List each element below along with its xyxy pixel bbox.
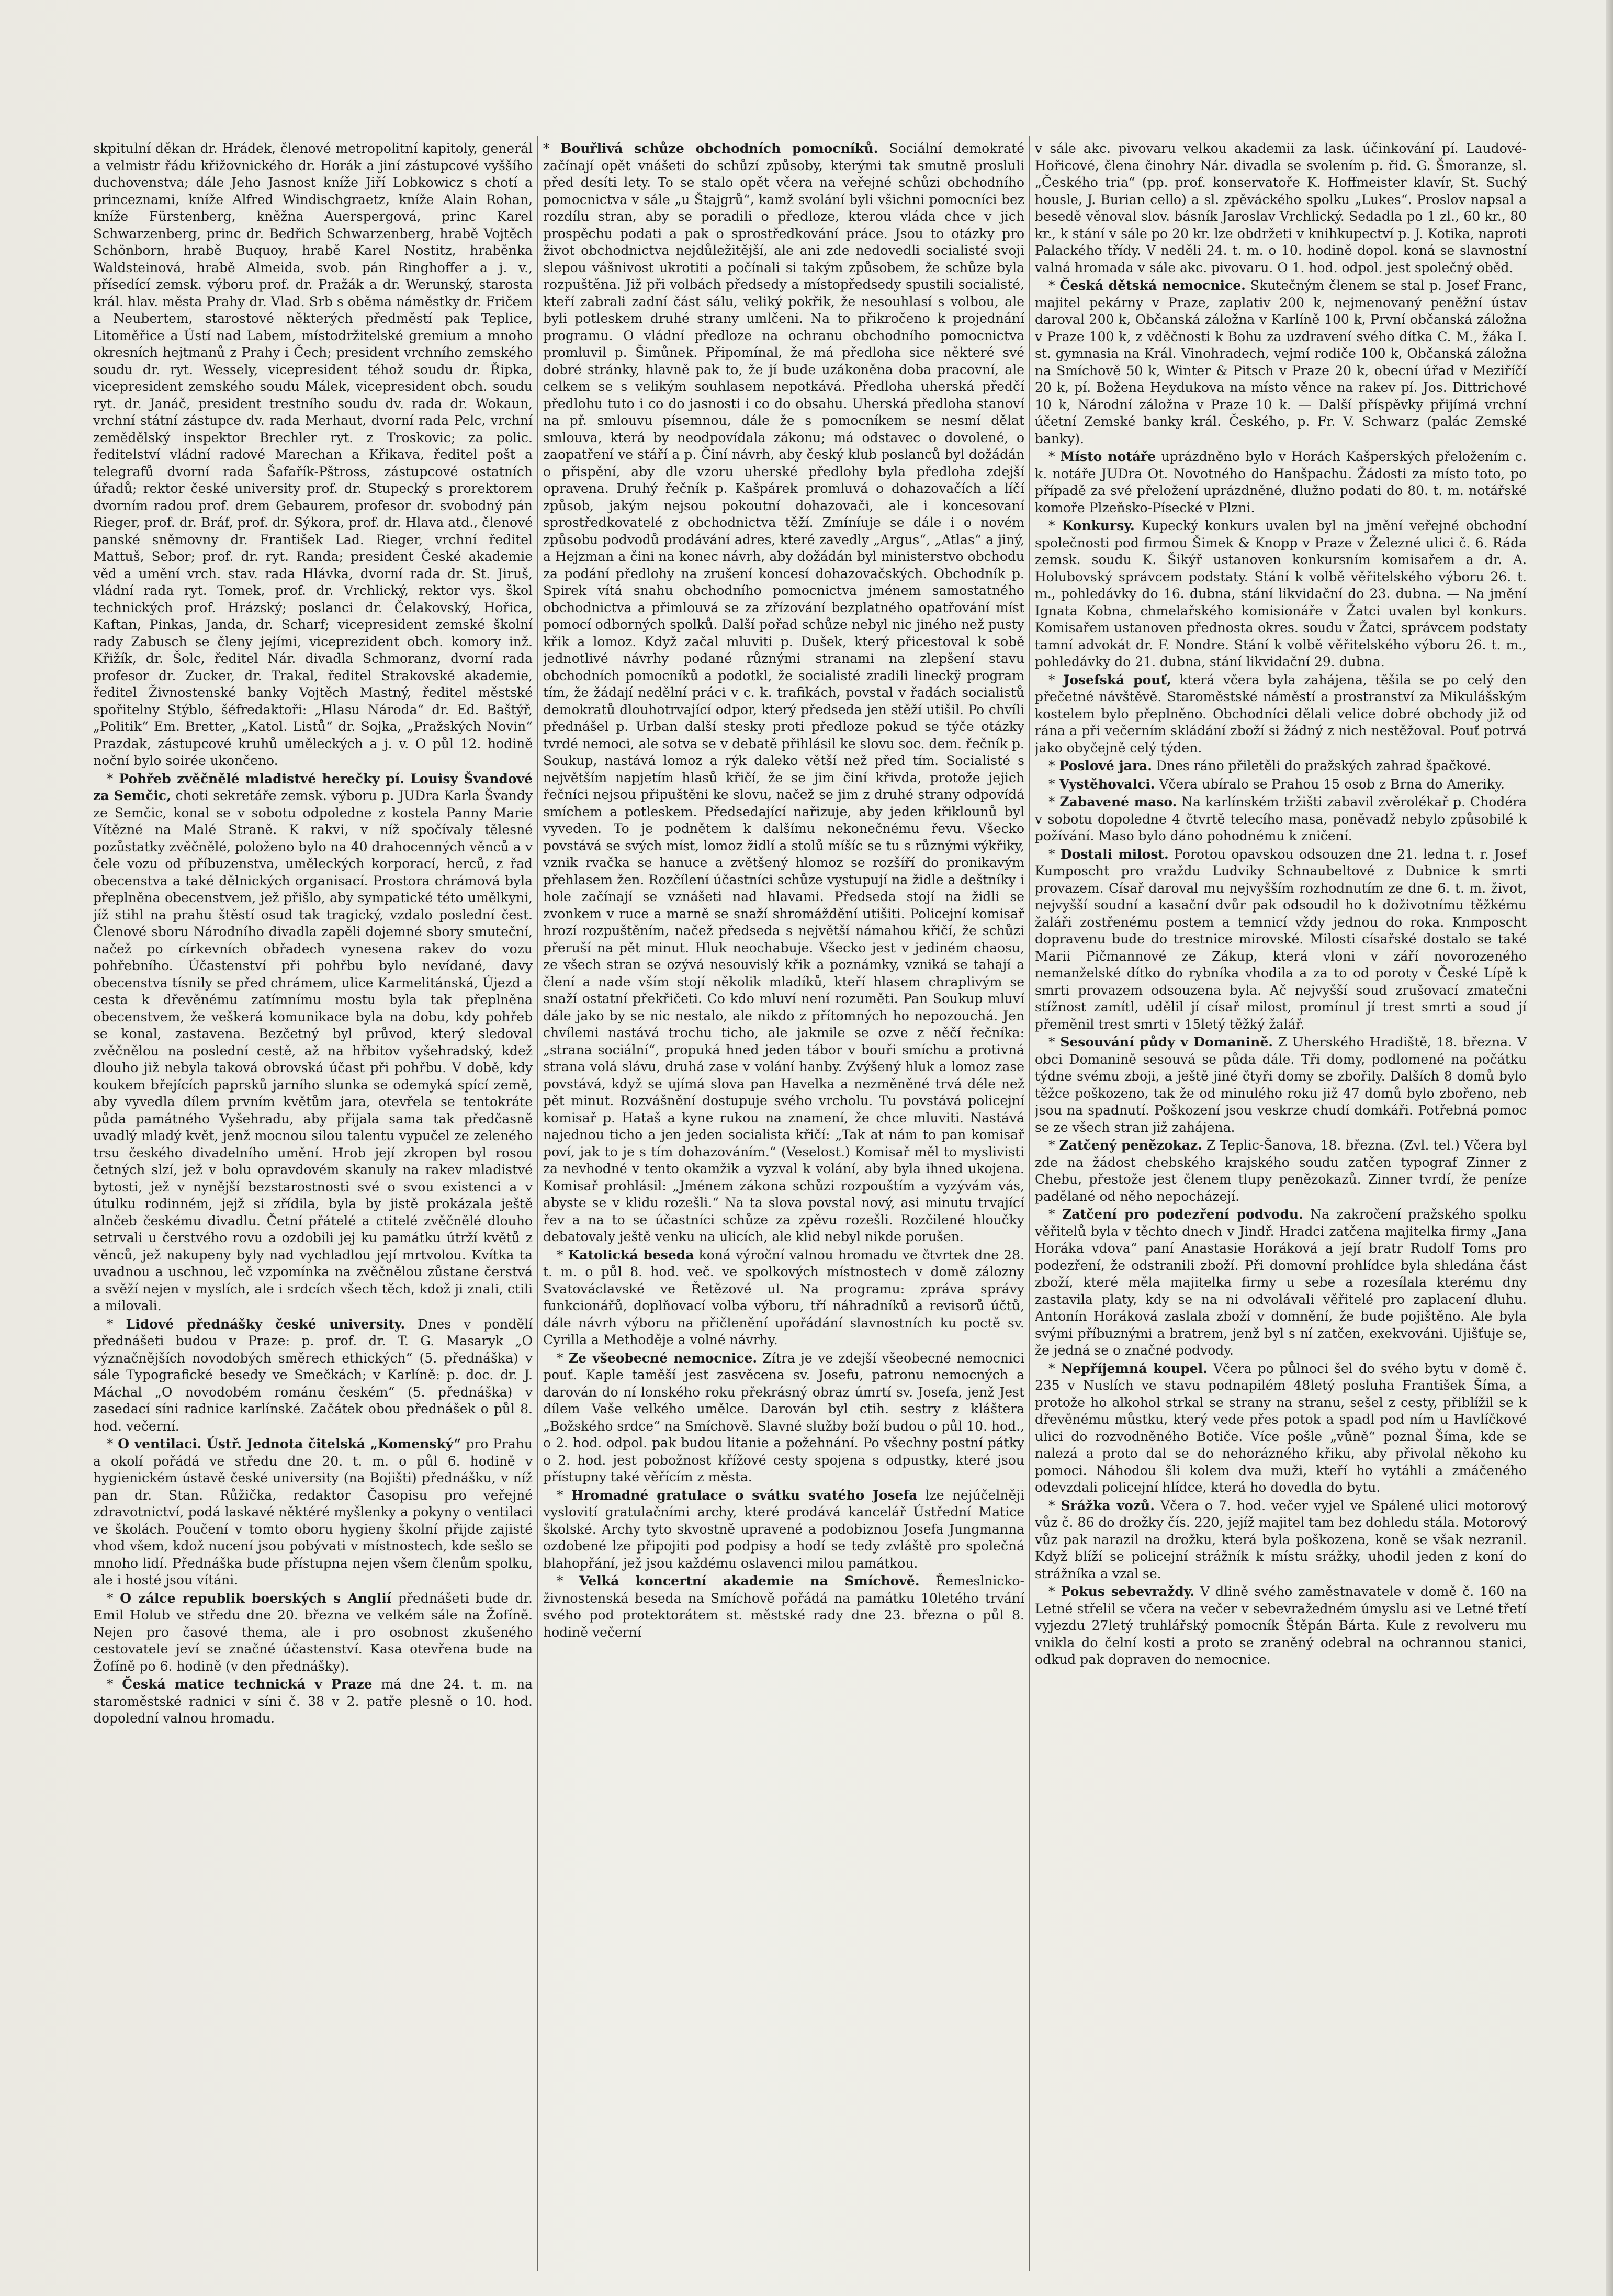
article-text: Z Uherského Hradiště, 18. března. V obci Domanině sesouvá se půda dále. Tři domy, podlomené na počátku týdne svému zboji, a ještě jiné čtyři domy se zbořily. Dalších 8 domů bylo těžce poškozeno, tak že od minulého roku již 47 domů bylo zbořeno, neb jsou na spadnutí. Poškození jsou veskrze chudí domkáři. Potřebná pomoc se ze všech stran již zahájena. xyxy=(1035,1034,1527,1135)
article-text: Porotou opavskou odsouzen dne 21. ledna t. r. Josef Kumposcht pro vraždu Ludviky Schnaubeltové z Dubnice k smrti provazem. Císař daroval mu nejvyšším rozhodnutím ze dne 6. t. m. život, nejvyšší soudní a kasační dvůr pak odsoudil ho k doživotnímu těžkému žaláři zostřenému postem a temnicí vždy jednou do roka. Knmposcht dopravenu bude do trestnice mirovské. Milosti císařské dostalo se také Marii Pičmannové ze Zákup, která vloni v září novorozeného nemanželské dítko do rybníka vhodila a za to od poroty v České Lípě k smrti provazem odsouzena byla. Ač nejvyšší soud zrušovací zmatečni stížnost zamítl, udělil jí císař milost, promínul jí trest smrti a soud jí přeměnil trest smrti v 15letý těžký žalář. xyxy=(1035,846,1527,1032)
article-text: Na zakročení pražského spolku věřitelů byla v těchto dnech v Jindř. Hradci zatčena majitelka firmy „Jana Horáka vdova“ paní Anastasie Horáková a její bratr Rudolf Toms pro podezření, že odstranili zboží. Při domovní prohlídce byla shledána část zboží, které měla majitelka firmy u sebe a rozesílala kterému dny zastavila platy, kdy se na ni odvolávali věřitelé pro zaplacení dluhu. Antonín Horáková zaslala zboží v domnění, že bude pojištěno. Ale byla svými příbuznými a bratrem, jenž byl s ní zatčen, exekvováni. Ujišťuje se, že jedná se o značné podvody. xyxy=(1035,1207,1527,1358)
article-text: Skutečným členem se stal p. Josef Franc, majitel pekárny v Praze, zaplativ 200 k, nejmenovaný peněžní ústav daroval 200 k, Občanská záložna v Karlíně 100 k, První občanská záložna v Praze 100 k, z vděčnosti k Bohu za uzdravení svého dítka C. M., žáka I. st. gymnasia na Král. Vinohradech, vejmí rodiče 100 k, Občanská záložna na Smíchově 50 k, Winter & Pitsch v Praze 20 k, obecní úřad v Meziříčí 20 k, pí. Božena Heydukova na místo věnce na rakev pí. Jos. Dittrichové 10 k, Národní záložna v Praze 10 k. — Další příspěvky přijímá vrchní účetní Zemské banky král. Českého, p. Fr. V. Schwarz (palác Zemské banky). xyxy=(1035,278,1527,446)
article-text: má dne 24. t. m. na staroměstské radnici v síni č. 38 v 2. patře plesně o 10. hod. dopolední valnou hromadu. xyxy=(93,1676,533,1726)
article-paragraph: * Zatčený penězokaz. Z Teplic-Šanova, 18. března. (Zvl. tel.) Včera byl zde na žádost chebského krajského soudu zatčen typograf Zinner z Chebu, přestože jest členem tlupy penězokazů. Zinner tvrdí, že peníze padělané od něho nepocházejí. xyxy=(1035,1138,1527,1204)
article-heading: Konkursy. xyxy=(1062,518,1135,533)
article-text: koná výroční valnou hromadu ve čtvrtek dne 28. t. m. o půl 8. hod. več. ve spolkových místnostech v domě zálozny Svatováclavské ve Řetězové ul. Na programu: zpráva správy funkcionářů, doplňovací volba výboru, tří náhradníků a revisorů účtů, dále návrh výboru na přičlenění upořádání slavnostních ku poctě sv. Cyrilla a Methoděje a volné návrhy. xyxy=(543,1247,1024,1347)
article-paragraph: * O ventilaci. Ústř. Jednota čitelská „Komenský“ pro Prahu a okolí pořádá ve středu dne 20. t. m. o půl 6. hodině v hygienickém ústavě české university (na Bojišti) přednášku, v níž pan dr. Stan. Růžička, redaktor Časopisu pro veřejné zdravotnictví, podá laskavé něktéré myšlenky a pokyny o ventilaci ve školách. Poučení v tomto oboru hygieny školní přijde zajisté vhod všem, kdož nucení jsou pobývati v místnostech, kde sešlo se mnoho lidí. Přednáška bude přístupna nejen všem členům spolku, ale i hosté jsou vítáni. xyxy=(93,1436,533,1588)
article-heading: Hromadné gratulace o svátku svatého Josefa xyxy=(571,1487,918,1503)
article-paragraph: * O zálce republik boerských s Anglií přednášeti bude dr. Emil Holub ve středu dne 20. března ve velkém sále na Žofíně. Nejen pro časové thema, ale i pro osobnost zkušeného cestovatele jeví se značné účastenství. Kasa otevřena bude na Žofíně po 6. hodině (v den přednášky). xyxy=(93,1590,533,1674)
article-text: lze nejúčelněji vyslovití gratulačními archy, které prodává kancelář Ústřední Matice školské. Archy tyto skvostně upravené a podobiznou Josefa Jungmanna ozdobené lze připojiti pod podpisy a hodí se tedy zvláště pro společná blahopřání, jež jsou každému oslavenci milou památkou. xyxy=(543,1487,1024,1571)
article-paragraph: * Poslové jara. Dnes ráno přiletěli do pražských zahrad špačkové. xyxy=(1048,758,1492,773)
article-heading: O ventilaci. Ústř. Jednota čitelská „Komenský“ xyxy=(118,1436,461,1451)
article-text: Dnes v pondělí přednášeti budou v Praze: p. prof. dr. T. G. Masaryk „O význačnějších novodobých směrech ethických“ (5. přednáška) v sále Typografické besedy ve Smečkách; v Karlíně: p. doc. dr. J. Máchal „O novodobém románu českém“ (5. přednáška) v zasedací síni radnice karlínské. Začátek obou přednášek o půl 8. hod. večerní. xyxy=(93,1316,533,1434)
article-paragraph xyxy=(1035,140,1527,276)
article-text: V dlině svého zaměstnavatele v domě č. 160 na Letné střelil se včera na večer v sebevražedném úmyslu asi ve Letné třetí vyjezdu 27letý truhlářský pomocník Štěpán Bárta. Kule z revolveru mu vnikla do čelní kosti a proto se zraněný odebral na ochrannou stanici, odkud pak dopraven do nemocnice. xyxy=(1035,1584,1527,1667)
article-paragraph: * Nepříjemná koupel. Včera po půlnoci šel do svého bytu v domě č. 235 v Nuslích ve stavu podnapilém 48letý posluha František Šíma, a protože ho alkohol strkal se strany na stranu, sešel z cesty, přiblížil se k dřevěnému můstku, který vede přes potok a spadl pod ním u Havlíčkové ulici do rozvodněného Botiče. Více pošle „vůně“ poznal Šíma, kde se nalezá a proto dal se do nehorázného křiku, aby přivolal někoho ku pomoci. Náhodou šli kolem dva muži, kteří ho vytáhli a zmáčeného odevzdali policejní hlídce, která ho dovedla do bytu. xyxy=(1035,1360,1527,1495)
article-paragraph: * Velká koncertní akademie na Smíchově. Řemeslnicko-živnostenská beseda na Smíchově pořádá na památku 10letého trvání svého pod protektorátem st. městské rady dne 23. března o půl 8. hodině večerní xyxy=(543,1573,1024,1640)
article-heading: Pokus sebevraždy. xyxy=(1061,1584,1195,1599)
article-text: Včera ubíralo se Prahou 15 osob z Brna do Ameriky. xyxy=(1159,776,1505,792)
article-paragraph: * Lidové přednášky české university. Dnes v pondělí přednášeti budou v Praze: p. prof. dr. T. G. Masaryk „O význačnějších novodobých směrech ethických“ (5. přednáška) v sále Typografické besedy ve Smečkách; v Karlíně: p. doc. dr. J. Máchal „O novodobém románu českém“ (5. přednáška) v zasedací síni radnice karlínské. Začátek obou přednášek o půl 8. hod. večerní. xyxy=(93,1316,533,1434)
article-heading: Josefská pouť, xyxy=(1063,672,1171,688)
article-paragraph: * Bouřlivá schůze obchodních pomocníků. Sociální demokraté začínají opět vnášeti do schůzí způsoby, kterými tak smutně prosluli před desíti lety. To se stalo opět včera na veřejné schůzi obchodního pomocnictva v sále „u Štajgrů“, kamž svolání byli všichni pomocníci bez rozdílu stran, aby se poradili o předloze, kterou vláda chce v jich prospěchu podati a pak o sprostředkování práce. Jsou to otázky pro život obchodnictva nejdůležitější, ale ani zde nedovedli socialisté svoji slepou vášnivost ukrotiti a počínali si takým způsobem, že schůze byla rozpuštěna. Již při volbách předsedy a místopředsedy spustili socialisté, kteří zabrali zadní část sálu, veliký pokřik, že nesouhlasí s volbou, ale byli potleskem druhé strany umlčeni. Na to přikročeno k projednání programu. O vládní předloze na ochranu obchodního pomocnictva promluvil p. Šimůnek. Připomínal, že má předloha sice některé své dobré stránky, hlavně pak to, že jí bude uzákoněna doba pracovní, ale celkem se s velikým souhlasem nepotkává. Předloha uherská předčí předlohu tuto i co do jasnosti i co do obsahu. Uherská předloha stanoví na př. smlouvu písemnou, dále že s pomocníkem se nesmí dělat smlouva, která by neodpovídala zákonu; má odstavec o dovolené, o zaopatření ve stáří a p. Činí návrh, aby český klub poslanců byl dožádán o přispění, aby dle vzoru uherské předlohy byla předloha zdejší opravena. Druhý řečník p. Kašpárek promluvá o dohazovačích a líčí způsob, jakým nejsou pokoutní dohazovači, ale i koncesovaní sprostředkovatelé z obchodnictva těží. Zmíníuje se dále i o novém způsobu podvodů prodávání adres, které zavedly „Argus“, „Atlas“ a jiný, a Hejzman a čini na konec návrh, aby dožádán byl ministerstvo obchodu za podání předlohy na zrušení koncesí dohazovačských. Obchodník p. Spirek vítá snahu obchodního pomocnictva jménem samostatného obchodnictva a přimlouvá se za zřízování bezplatného opatřování míst pomocí odborných spolků. Další pořad schůze nebyl nic jiného než pusty křik a lomoz. Když začal mluviti p. Dušek, který přicestoval k sobě jednotlivé návrhy podané různými stranami na zlepšení stavu obchodních pomocníků a podotkl, že socialisté zradili lineckÿ program tím, že žádají nedělní práci v c. k. trafikách, povstal v řadách socialistů demokratů dlouhotrvající odpor, který předseda jen stěží utišil. Po chvíli přednášel p. Urban další stesky proti předloze pokud se týče otázky tvrdé nemoci, ale sotva se v debatě přihlásil ke slovu soc. dem. řečník p. Soukup, nastává lomoz a rýk daleko větší než před tím. Socialisté s největším napjetím hlasů křičí, že se jim činí křivda, protože jejich řečníci nejsou připuštěni ke slovu, načež se jim z druhé strany odpovídá smíchem a potleskem. Předsedající nařizuje, aby jeden křiklounů byl vyveden. To je podnětem k dalšímu nekonečnému řevu. Všecko povstává se svých míst, lomoz židlí a stolů míšíc se tu s různými výkřiky, vznik rvačka se hanuce a zvětšený hlomoz se rozšíří do pronikavým přehlasem žen. Rozčílení účastníci schůze vystupují na židle a deštníky i hole začínají se vznášeti nad hlavami. Předseda stojí na židli se zvonkem v ruce a marně se snaží shromáždění utišiti. Policejní komisař hrozí rozpuštěním, načež předseda s největší námahou křičí, že schůzi přeruší na pět minut. Hluk neochabuje. Všecko jest v jediném chaosu, ze všech stran se ozývá nesouvislý křik a poznámky, vzniká se tahají a člení a nade vším stojí několik mladíků, kteří hlasem chraplivým se snaží ostatní překřičeti. Co kdo mluví není rozuměti. Pan Soukup mluví dále jako by se nic nestalo, ale nikdo z přítomných ho nepozouchá. Jen chvílemi nastává trochu ticho, ale jakmile se ozve z něčí řečníka: „strana sociální“, propuká hned jeden tábor v bouři smíchu a protivná strana volá slávu, druhá zase v volání hanby. Zvýšený hluk a lomoz zase povstává, když se ujímá slova pan Havelka a nezměněné trvá déle než pět minut. Rozvášnění dostupuje svého vrcholu. Tu povstává policejní komisař p. Hataš a kyne rukou na znamení, že chce mluviti. Nastává najednou ticho a jen jeden socialista křičí: „Tak at nám to pan komisař poví, jak to je s tím dohazováním.“ (Veselost.) Komisař měl to myslivisti za nevhodné v tento okamžik a vyzval k volání, aby byla ihned ukojena. Komisař prohlásil: „Jménem zákona schůzi rozpouštím a vyzývám vás, abyste se v klidu rozešli.“ Na ta slova povstal nový, asi minutu trvající řev a na to se účastníci schůze za zpěvu rozešli. Rozčilené hloučky debatovaly ještě venku na ulicích, ale klid nebyl nikde porušen. xyxy=(543,141,1024,1244)
article-heading: Bouřlivá schůze obchodních pomocníků. xyxy=(560,141,878,156)
article-text: Sociální demokraté začínají opět vnášeti do schůzí způsoby, kterými tak smutně prosluli před desíti lety. To se stalo opět včera na veřejné schůzi obchodního pomocnictva v sále „u Štajgrů“, kamž svolání byli všichni pomocníci bez rozdílu stran, aby se poradili o předloze, kterou vláda chce v jich prospěchu podati a pak o sprostředkování práce. Jsou to otázky pro život obchodnictva nejdůležitější, ale ani zde nedovedli socialisté svoji slepou vášnivost ukrotiti a počínali si takým způsobem, že schůze byla rozpuštěna. Již při volbách předsedy a místopředsedy spustili socialisté, kteří zabrali zadní část sálu, veliký pokřik, že nesouhlasí s volbou, ale byli potleskem druhé strany umlčeni. Na to přikročeno k projednání programu. O vládní předloze na ochranu obchodního pomocnictva promluvil p. Šimůnek. Připomínal, že má předloha sice některé své dobré stránky, hlavně pak to, že jí bude uzákoněna doba pracovní, ale celkem se s velikým souhlasem nepotkává. Předloha uherská předčí předlohu tuto i co do jasnosti i co do obsahu. Uherská předloha stanoví na př. smlouvu písemnou, dále že s pomocníkem se nesmí dělat smlouva, která by neodpovídala zákonu; má odstavec o dovolené, o zaopatření ve stáří a p. Činí návrh, aby český klub poslanců byl dožádán o přispění, aby dle vzoru uherské předlohy byla předloha zdejší opravena. Druhý řečník p. Kašpárek promluvá o dohazovačích a líčí způsob, jakým nejsou pokoutní dohazovači, ale i koncesovaní sprostředkovatelé z obchodnictva těží. Zmíníuje se dále i o novém způsobu podvodů prodávání adres, které zavedly „Argus“, „Atlas“ a jiný, a Hejzman a čini na konec návrh, aby dožádán byl ministerstvo obchodu za podání předlohy na zrušení koncesí dohazovačských. Obchodník p. Spirek vítá snahu obchodního pomocnictva jménem samostatného obchodnictva a přimlouvá se za zřízování bezplatného opatřování míst pomocí odborných spolků. Další pořad schůze nebyl nic jiného než pusty křik a lomoz. Když začal mluviti p. Dušek, který přicestoval k sobě jednotlivé návrhy podané různými stranami na zlepšení stavu obchodních pomocníků a podotkl, že socialisté zradili lineckÿ program tím, že žádají nedělní práci v c. k. trafikách, povstal v řadách socialistů demokratů dlouhotrvající odpor, který předseda jen stěží utišil. Po chvíli přednášel p. Urban další stesky proti předloze pokud se týče otázky tvrdé nemoci, ale sotva se v debatě přihlásil ke slovu soc. dem. řečník p. Soukup, nastává lomoz a rýk daleko větší než před tím. Socialisté s největším napjetím hlasů křičí, že se jim činí křivda, protože jejich řečníci nejsou připuštěni ke slovu, načež se jim z druhé strany odpovídá smíchem a potleskem. Předsedající nařizuje, aby jeden křiklounů byl vyveden. To je podnětem k dalšímu nekonečnému řevu. Všecko povstává se svých míst, lomoz židlí a stolů míšíc se tu s různými výkřiky, vznik rvačka se hanuce a zvětšený hlomoz se rozšíří do pronikavým přehlasem žen. Rozčílení účastníci schůze vystupují na židle a deštníky i hole začínají se vznášeti nad hlavami. Předseda stojí na židli se zvonkem v ruce a marně se snaží shromáždění utišiti. Policejní komisař hrozí rozpuštěním, načež předseda s největší námahou křičí, že schůzi přeruší na pět minut. Hluk neochabuje. Všecko jest v jediném chaosu, ze všech stran se ozývá nesouvislý křik a poznámky, vzniká se tahají a člení a nade vším stojí několik mladíků, kteří hlasem chraplivým se snaží ostatní překřičeti. Co kdo mluví není rozuměti. Pan Soukup mluví dále jako by se nic nestalo, ale nikdo z přítomných ho nepozouchá. Jen chvílemi nastává trochu ticho, ale jakmile se ozve z něčí řečníka: „strana sociální“, propuká hned jeden tábor v bouři smíchu a protivná strana volá slávu, druhá zase v volání hanby. Zvýšený hluk a lomoz zase povstává, když se ujímá slova pan Havelka a nezměněné trvá déle než pět minut. Rozvášnění dostupuje svého vrcholu. Tu povstává policejní komisař p. Hataš a kyne rukou na znamení, že chce mluviti. Nastává najednou ticho a jen jeden socialista křičí: „Tak at nám to pan komisař poví, jak to je s tím dohazováním.“ (Veselost.) Komisař měl to myslivisti za nevhodné v tento okamžik a vyzval k volání, aby byla ihned ukojena. Komisař prohlásil: „Jménem zákona schůzi rozpouštím a vyzývám vás, abyste se v klidu rozešli.“ Na ta slova povstal nový, asi minutu trvající řev a na to se účastníci schůze za zpěvu rozešli. Rozčilené hloučky debatovaly ještě venku na ulicích, ale klid nebyl nikde porušen. xyxy=(543,141,1024,1244)
article-heading: Zatčení pro podezření podvodu. xyxy=(1062,1207,1303,1222)
article-paragraph: * Dostali milost. Porotou opavskou odsouzen dne 21. ledna t. r. Josef Kumposcht pro vraždu Ludviky Schnaubeltové z Dubnice k smrti provazem. Císař daroval mu nejvyšším rozhodnutím ze dne 6. t. m. život, nejvyšší soudní a kasační dvůr pak odsoudil ho k doživotnímu těžkému žaláři zostřenému postem a temnicí vždy jednou do roka. Knmposcht dopravenu bude do trestnice mirovské. Milosti císařské dostalo se také Marii Pičmannové ze Zákup, která vloni v září novorozeného nemanželské dítko do rybníka vhodila a za to od poroty v České Lípě k smrti provazem odsouzena byla. Ač nejvyšší soud zrušovací zmatečni stížnost zamítl, udělil jí císař milost, promínul jí trest smrti a soud jí přeměnil trest smrti v 15letý těžký žalář. xyxy=(1035,846,1527,1032)
article-paragraph: * Srážka vozů. Včera o 7. hod. večer vyjel ve Spálené ulici motorový vůz č. 86 do drožky čís. 220, jejíž majitel tam bez dohledu stála. Motorový vůz pak narazil na drožku, která byla poškozena, koně se však nezranil. Když blíží se policejní strážník k místu srážky, uhodil jeden z koní do strážníka a vzal se. xyxy=(1035,1498,1527,1581)
article-heading: Pohřeb zvěčnělé mladistvé herečky pí. Louisy Švandové za Semčic, xyxy=(93,771,533,803)
column-rule xyxy=(1029,136,1030,2271)
article-text: v sále akc. pivovaru velkou akademii za lask. účinkování pí. Laudové-Hořicové, člena činohry Nár. divadla se svolením p. řid. G. Šmoranze, sl. „Českého tria“ (pp. prof. konservatoře K. Hoffmeister klavír, St. Suchý housle, J. Burian cello) a sl. zpěváckého spolku „Lukes“. Proslov napsal a besedě věnoval slov. básník Jaroslav Vrchlický. Sedadla po 1 zl., 60 kr., 80 kr., k stání v sále po 20 kr. lze obdržeti v knihkupectví p. J. Kotika, naproti Palackého třídy. V neděli 24. t. m. o 10. hodině dopol. koná se slavnostní valná hromada v sále akc. pivovaru. O 1. hod. odpol. jest společný oběd. xyxy=(1035,141,1527,275)
article-text: Kupecký konkurs uvalen byl na jmění veřejné obchodní společnosti pod firmou Šimek & Knopp v Praze v Železné ulici č. 6. Ráda zemsk. soudu K. Šikýř ustanoven konkursním komisařem a dr. A. Holubovský správcem podstaty. Stání k volbě věřitelského výboru 26. t. m., pohledávky do 16. dubna, stání likvidační do 23. dubna. — Na jmění Ignata Kobna, chmelařského komisionáře v Žatci uvalen byl konkurs. Komisařem ustanoven přednosta okres. soudu v Žatci, správcem podstaty tamní advokát dr. F. Nondre. Stání k volbě věřitelského výboru 26. t. m., pohledávky do 21. dubna, stání likvidační 29. dubna. xyxy=(1035,518,1527,669)
article-text: pro Prahu a okolí pořádá ve středu dne 20. t. m. o půl 6. hodině v hygienickém ústavě české university (na Bojišti) přednášku, v níž pan dr. Stan. Růžička, redaktor Časopisu pro veřejné zdravotnictví, podá laskavé něktéré myšlenky a pokyny o ventilaci ve školách. Poučení v tomto oboru hygieny školní přijde zajisté vhod všem, kdož nucení jsou pobývati v místnostech, kde sešlo se mnoho lidí. Přednáška bude přístupna nejen všem členům spolku, ale i hosté jsou vítáni. xyxy=(93,1436,533,1588)
article-paragraph: * Zatčení pro podezření podvodu. Na zakročení pražského spolku věřitelů byla v těchto dnech v Jindř. Hradci zatčena majitelka firmy „Jana Horáka vdova“ paní Anastasie Horáková a její bratr Rudolf Toms pro podezření, že odstranili zboží. Při domovní prohlídce byla shledána část zboží, které měla majitelka firmy u sebe a rozesílala kterému dny zastavila platy, kdy se na ni odvolávali věřitelé pro zaplacení dluhu. Antonín Horáková zaslala zboží v domnění, že bude pojištěno. Ale byla svými příbuznými a bratrem, jenž byl s ní zatčen, exekvováni. Ujišťuje se, že jedná se o značné podvody. xyxy=(1035,1207,1527,1358)
article-paragraph: * Vystěhovalci. Včera ubíralo se Prahou 15 osob z Brna do Ameriky. xyxy=(1048,776,1505,792)
article-paragraph: * Česká dětská nemocnice. Skutečným členem se stal p. Josef Franc, majitel pekárny v Praze, zaplativ 200 k, nejmenovaný peněžní ústav daroval 200 k, Občanská záložna v Karlíně 100 k, První občanská záložna v Praze 100 k, z vděčnosti k Bohu za uzdravení svého dítka C. M., žáka I. st. gymnasia na Král. Vinohradech, vejmí rodiče 100 k, Občanská záložna na Smíchově 50 k, Winter & Pitsch v Praze 20 k, obecní úřad v Meziříčí 20 k, pí. Božena Heydukova na místo věnce na rakev pí. Jos. Dittrichové 10 k, Národní záložna v Praze 10 k. — Další příspěvky přijímá vrchní účetní Zemské banky král. Českého, p. Fr. V. Schwarz (palác Zemské banky). xyxy=(1035,278,1527,446)
article-paragraph: * Hromadné gratulace o svátku svatého Josefa lze nejúčelněji vyslovití gratulačními archy, které prodává kancelář Ústřední Matice školské. Archy tyto skvostně upravené a podobiznou Josefa Jungmanna ozdobené lze připojiti pod podpisy a hodí se tedy zvláště pro společná blahopřání, jež jsou každému oslavenci milou památkou. xyxy=(543,1487,1024,1571)
article-heading: Velká koncertní akademie na Smíchově. xyxy=(579,1573,920,1589)
article-heading: Poslové jara. xyxy=(1059,758,1152,773)
article-heading: Česká matice technická v Praze xyxy=(122,1676,373,1692)
article-heading: Lidové přednášky české university. xyxy=(126,1316,405,1332)
article-text: Řemeslnicko-živnostenská beseda na Smíchově pořádá na památku 10letého trvání svého pod protektorátem st. městské rady dne 23. března o půl 8. hodině večerní xyxy=(543,1573,1024,1640)
article-paragraph: * Pohřeb zvěčnělé mladistvé herečky pí. Louisy Švandové za Semčic, choti sekretáře zemsk. výboru p. JUDra Karla Švandy ze Semčic, konal se v sobotu odpoledne z kostela Panny Marie Vítězné na Malé Straně. K rakvi, v níž spočívaly tělesné pozůstatky zvěčnělé, položeno bylo na 40 drahocenných věnců a v čele vozu od příbuzenstva, uměleckých korporací, herců, z řad obecenstva a také dělnických organisací. Prostora chrámová byla přeplněna obecenstvem, jež přišlo, aby sympatické této umělkyni, jíž stihl na prahu štěstí osud tak tragický, vzdalo poslední čest. Členové sboru Národního divadla zapěli dojemné sbory smuteční, načež po církevních obřadech vynesena rakev do vozu pohřebního. Účastenství při pohřbu bylo nevídané, davy obecenstva tísnily se před chrámem, ulice Karmelitánská, Újezd a cesta k dřevěnému zatímnímu mostu byla tak přeplněna obecenstvem, že veškerá komunikace byla na dobu, kdy pohřeb se konal, zastavena. Bezčetný byl průvod, který sledoval zvěčnělou na poslední cestě, až na hřbitov vyšehradský, kdež dlouho již nebyla taková obrovská účast při pohřbu. V době, kdy koukem břejících paprsků jarního slunka se odemyká spící země, aby vyvedla dílem prvním květům jara, otevřela se tentokráte půda památného Vyšehradu, aby přijala sama tak předčasně uvadlý mladý květ, jenž mocnou silou talentu vypučel ze zeleného trsu českého divadelního umění. Hrob její zkropen byl rosou četných slzí, jež v bolu opravdovém skanuly na rakev mladistvé bytosti, jež v nynější bezstarostnosti své o svou existenci a v útulku rodinném, jejž si zřídila, byla by jistě prokázala ještě alnčeb českému divadlu. Četní přátelé a ctitelé zvěčnělé dlouho setrvali u čerstvého rovu a ozdobili jej ku památku útrží květů z věnců, jež nakupeny byly nad vychladlou její mrtvolou. Kvítka ta uvadnou a uschnou, leč vzpomínka na zvěčnělou zůstane čerstvá a svěží nejen v myslích, ale i srdcích všech těch, kdož ji znali, ctili a milovali. xyxy=(93,771,533,1313)
article-heading: Zatčený penězokaz. xyxy=(1059,1138,1202,1153)
article-text: Na karlínském tržišti zabavil zvěrolékař p. Chodéra v sobotu dopoledne 4 čtvrtě telecího masa, poněvadž nebylo způsobilé k požívání. Maso bylo dáno pohodnému k zničení. xyxy=(1035,794,1527,843)
page-edge xyxy=(1606,0,1613,2296)
article-paragraph: * Katolická beseda koná výroční valnou hromadu ve čtvrtek dne 28. t. m. o půl 8. hod. več. ve spolkových místnostech v domě zálozny Svatováclavské ve Řetězové ul. Na programu: zpráva správy funkcionářů, doplňovací volba výboru, tří náhradníků a revisorů účtů, dále návrh výboru na přičlenění upořádání slavnostních ku poctě sv. Cyrilla a Methoděje a volné návrhy. xyxy=(543,1247,1024,1347)
article-paragraph: * Místo notáře uprázdněno bylo v Horách Kašperských přeložením c. k. notáře JUDra Ot. Novotného do Hanšpachu. Žádosti za místo toto, po případě za své přeložení uprázdněné, dlužno podati do 80. t. m. notářské komoře Plzeňsko-Písecké v Plzni. xyxy=(1035,449,1527,515)
article-paragraph: * Zabavené maso. Na karlínském tržišti zabavil zvěrolékař p. Chodéra v sobotu dopoledne 4 čtvrtě telecího masa, poněvadž nebylo způsobilé k požívání. Maso bylo dáno pohodnému k zničení. xyxy=(1035,794,1527,843)
article-heading: Ze všeobecné nemocnice. xyxy=(568,1350,758,1366)
article-text: Včera o 7. hod. večer vyjel ve Spálené ulici motorový vůz č. 86 do drožky čís. 220, jejíž majitel tam bez dohledu stála. Motorový vůz pak narazil na drožku, která byla poškozena, koně se však nezranil. Když blíží se policejní strážník k místu srážky, uhodil jeden z koní do strážníka a vzal se. xyxy=(1035,1498,1527,1581)
column-left xyxy=(93,140,533,2265)
article-heading: Vystěhovalci. xyxy=(1059,776,1155,792)
article-paragraph: * Česká matice technická v Praze má dne 24. t. m. na staroměstské radnici v síni č. 38 v 2. patře plesně o 10. hod. dopolední valnou hromadu. xyxy=(93,1676,533,1726)
article-heading: Katolická beseda xyxy=(568,1247,694,1263)
article-heading: Dostali milost. xyxy=(1060,846,1169,862)
article-heading: Sesouvání půdy v Domanině. xyxy=(1060,1034,1273,1050)
article-paragraph: * Josefská pouť, která včera byla zahájena, těšila se po celý den přečetné návštěvě. Staroměstské náměstí a prostranství za Mikulášským kostelem bylo přeplněno. Obchodníci dělali velice dobré obchody již od rána a při večerním skládání zboží si žádný z nich nestěžoval. Pouť potrvá jako obyčejně celý týden. xyxy=(1035,672,1527,756)
article-heading: Nepříjemná koupel. xyxy=(1061,1360,1208,1376)
article-heading: Česká dětská nemocnice. xyxy=(1059,278,1246,293)
article-text: Dnes ráno přiletěli do pražských zahrad špačkové. xyxy=(1156,758,1492,773)
article-heading: Zabavené maso. xyxy=(1059,794,1177,809)
article-text: která včera byla zahájena, těšila se po celý den přečetné návštěvě. Staroměstské náměstí a prostranství za Mikulášským kostelem bylo přeplněno. Obchodníci dělali velice dobré obchody již od rána a při večerním skládání zboží si žádný z nich nestěžoval. Pouť potrvá jako obyčejně celý týden. xyxy=(1035,672,1527,756)
article-heading: O zálce republik boerských s Anglií xyxy=(120,1590,392,1606)
article-text: uprázdněno bylo v Horách Kašperských přeložením c. k. notáře JUDra Ot. Novotného do Hanšpachu. Žádosti za místo toto, po případě za své přeložení uprázdněné, dlužno podati do 80. t. m. notářské komoře Plzeňsko-Písecké v Plzni. xyxy=(1035,449,1527,515)
column-middle xyxy=(543,140,1024,2265)
article-paragraph: * Pokus sebevraždy. V dlině svého zaměstnavatele v domě č. 160 na Letné střelil se včera na večer v sebevražedném úmyslu asi ve Letné třetí vyjezdu 27letý truhlářský pomocník Štěpán Bárta. Kule z revolveru mu vnikla do čelní kosti a proto se zraněný odebral na ochrannou stanici, odkud pak dopraven do nemocnice. xyxy=(1035,1584,1527,1667)
article-paragraph: * Ze všeobecné nemocnice. Zítra je ve zdejší všeobecné nemocnici pouť. Kaple taměší jest zasvěcena sv. Josefu, patronu nemocných a darován do ní lonského roku překrásný obraz úmrtí sv. Josefa, jenž Jest dílem Vaše velkého umělce. Darován byl ctih. sestry z kláštera „Božského srdce“ na Smíchově. Slavné služby boží budou o půl 10. hod., o 2. hod. odpol. pak budou litanie a požehnání. Po všechny postní pátky o 2. hod. jest pobožnost křížové cesty spojena s odpustky, které jsou přístupny také věřícím z města. xyxy=(543,1350,1024,1484)
article-paragraph: * Sesouvání půdy v Domanině. Z Uherského Hradiště, 18. března. V obci Domanině sesouvá se půda dále. Tři domy, podlomené na počátku týdne svému zboji, a ještě jiné čtyři domy se zbořily. Dalších 8 domů bylo těžce poškozeno, tak že od minulého roku již 47 domů bylo zbořeno, neb jsou na spadnutí. Poškození jsou veskrze chudí domkáři. Potřebná pomoc se ze všech stran již zahájena. xyxy=(1035,1034,1527,1135)
article-text: přednášeti bude dr. Emil Holub ve středu dne 20. března ve velkém sále na Žofíně. Nejen pro časové thema, ale i pro osobnost zkušeného cestovatele jeví se značné účastenství. Kasa otevřena bude na Žofíně po 6. hodině (v den přednášky). xyxy=(93,1590,533,1674)
article-text: Zítra je ve zdejší všeobecné nemocnici pouť. Kaple taměší jest zasvěcena sv. Josefu, patronu nemocných a darován do ní lonského roku překrásný obraz úmrtí sv. Josefa, jenž Jest dílem Vaše velkého umělce. Darován byl ctih. sestry z kláštera „Božského srdce“ na Smíchově. Slavné služby boží budou o půl 10. hod., o 2. hod. odpol. pak budou litanie a požehnání. Po všechny postní pátky o 2. hod. jest pobožnost křížové cesty spojena s odpustky, které jsou přístupny také věřícím z města. xyxy=(543,1350,1024,1484)
article-paragraph xyxy=(93,140,533,770)
column-rule xyxy=(537,136,538,2271)
article-paragraph: * Konkursy. Kupecký konkurs uvalen byl na jmění veřejné obchodní společnosti pod firmou Šimek & Knopp v Praze v Železné ulici č. 6. Ráda zemsk. soudu K. Šikýř ustanoven konkursním komisařem a dr. A. Holubovský správcem podstaty. Stání k volbě věřitelského výboru 26. t. m., pohledávky do 16. dubna, stání likvidační do 23. dubna. — Na jmění Ignata Kobna, chmelařského komisionáře v Žatci uvalen byl konkurs. Komisařem ustanoven přednosta okres. soudu v Žatci, správcem podstaty tamní advokát dr. F. Nondre. Stání k volbě věřitelského výboru 26. t. m., pohledávky do 21. dubna, stání likvidační 29. dubna. xyxy=(1035,518,1527,669)
article-text: Z Teplic-Šanova, 18. března. (Zvl. tel.) Včera byl zde na žádost chebského krajského soudu zatčen typograf Zinner z Chebu, přestože jest členem tlupy penězokazů. Zinner tvrdí, že peníze padělané od něho nepocházejí. xyxy=(1035,1138,1527,1204)
article-text: choti sekretáře zemsk. výboru p. JUDra Karla Švandy ze Semčic, konal se v sobotu odpoledne z kostela Panny Marie Vítězné na Malé Straně. K rakvi, v níž spočívaly tělesné pozůstatky zvěčnělé, položeno bylo na 40 drahocenných věnců a v čele vozu od příbuzenstva, uměleckých korporací, herců, z řad obecenstva a také dělnických organisací. Prostora chrámová byla přeplněna obecenstvem, jež přišlo, aby sympatické této umělkyni, jíž stihl na prahu štěstí osud tak tragický, vzdalo poslední čest. Členové sboru Národního divadla zapěli dojemné sbory smuteční, načež po církevních obřadech vynesena rakev do vozu pohřebního. Účastenství při pohřbu bylo nevídané, davy obecenstva tísnily se před chrámem, ulice Karmelitánská, Újezd a cesta k dřevěnému zatímnímu mostu byla tak přeplněna obecenstvem, že veškerá komunikace byla na dobu, kdy pohřeb se konal, zastavena. Bezčetný byl průvod, který sledoval zvěčnělou na poslední cestě, až na hřbitov vyšehradský, kdež dlouho již nebyla taková obrovská účast při pohřbu. V době, kdy koukem břejících paprsků jarního slunka se odemyká spící země, aby vyvedla dílem prvním květům jara, otevřela se tentokráte půda památného Vyšehradu, aby přijala sama tak předčasně uvadlý mladý květ, jenž mocnou silou talentu vypučel ze zeleného trsu českého divadelního umění. Hrob její zkropen byl rosou četných slzí, jež v bolu opravdovém skanuly na rakev mladistvé bytosti, jež v nynější bezstarostnosti své o svou existenci a v útulku rodinném, jejž si zřídila, byla by jistě prokázala ještě alnčeb českému divadlu. Četní přátelé a ctitelé zvěčnělé dlouho setrvali u čerstvého rovu a ozdobili jej ku památku útrží květů z věnců, jež nakupeny byly nad vychladlou její mrtvolou. Kvítka ta uvadnou a uschnou, leč vzpomínka na zvěčnělou zůstane čerstvá a svěží nejen v myslích, ale i srdcích všech těch, kdož ji znali, ctili a milovali. xyxy=(93,788,533,1313)
article-heading: Místo notáře xyxy=(1060,449,1156,464)
article-heading: Srážka vozů. xyxy=(1061,1498,1155,1513)
article-text: skpitulní děkan dr. Hrádek, členové metropolitní kapitoly, generál a velmistr řádu křižovnického dr. Horák a jiní zástupcové vyššího duchovenstva; dále Jeho Jasnost kníže Jiří Lobkowicz s chotí a princeznami, kníže Alfred Windischgraetz, kníže Alain Rohan, kníže Fürstenberg, kněžna Auerspergová, princ Karel Schwarzenberg, princ dr. Bedřich Schwarzenberg, hrabě Vojtěch Schönborn, hrabě Buquoy, hrabě Karel Nostitz, hraběnka Waldsteinová, hrabě Almeida, svob. pán Ringhoffer a j. v., přísedící zemsk. výboru prof. dr. Pražák a dr. Werunský, starosta král. hlav. města Prahy dr. Vlad. Srb s oběma náměstky dr. Fričem a Neubertem, starostové některých předměstí pak Teplice, Litoměřice a Ústí nad Labem, místodržitelské gremium a mnoho okresních hejtmanů z Prahy i Čech; president vrchního zemského soudu dr. ryt. Wessely, vicepresident téhož soudu dr. Řipka, vicepresident zemského soudu Málek, vicepresident obch. soudu ryt. dr. Janáč, president trestního soudu dv. rada dr. Wokaun, vrchní státní zástupce dv. rada Merhaut, dvorní rada Pelc, vrchní zemědělský inspektor Brechler ryt. z Troskovic; za polic. ředitelství vládní radové Marechan a Křikava, ředitel pošt a telegrafů dvorní rada Šafařík-Pštross, zástupcové ostatních úřadů; rektor české university prof. dr. Stupecký s prorektorem dvorním radou prof. drem Gebaurem, profesor dr. svobodný pán Rieger, prof. dr. Bráf, prof. dr. Sýkora, prof. dr. Hlava atd., členové panské sněmovny dr. František Lad. Rieger, vrchní ředitel Mattuš, Sebor; prof. dr. ryt. Randa; president České akademie věd a umění vrch. stav. rada Hlávka, dvorní rada dr. St. Jiruš, vládní rada ryt. Tomek, prof. dr. Vrchlický, rektor vys. škol technických prof. Hrázský; poslanci dr. Čelakovský, Hořica, Kaftan, Pinkas, Janda, dr. Scharf; vicepresident zemské školní rady Zabusch se členy jejími, viceprezident obch. komory inž. Křižík, dr. Šolc, ředitel Nár. divadla Schmoranz, dvorní rada profesor dr. Zucker, dr. Trakal, ředitel Strakovské akademie, ředitel Živnostenské banky Vojtěch Mastný, ředitel městské spořitelny Stýblo, šéfredaktoři: „Hlasu Národa“ dr. Ed. Baštýř, „Politik“ Em. Bretter, „Katol. Listů“ dr. Sojka, „Pražských Novin“ Prazdak, zástupcové kruhů uměleckých a j. v. O půl 12. hodině noční bylo soirée ukončeno. xyxy=(93,141,533,768)
article-text: Včera po půlnoci šel do svého bytu v domě č. 235 v Nuslích ve stavu podnapilém 48letý posluha František Šíma, a protože ho alkohol strkal se strany na stranu, sešel z cesty, přiblížil se k dřevěnému můstku, který vede přes potok a spadl pod ním u Havlíčkové ulici do rozvodněného Botiče. Více pošle „vůně“ poznal Šíma, kde se nalezá a proto dal se do nehorázného křiku, aby přivolal někoho ku pomoci. Náhodou šli kolem dva muži, kteří ho vytáhli a zmáčeného odevzdali policejní hlídce, která ho dovedla do bytu. xyxy=(1035,1360,1527,1495)
column-right xyxy=(1035,140,1527,2265)
